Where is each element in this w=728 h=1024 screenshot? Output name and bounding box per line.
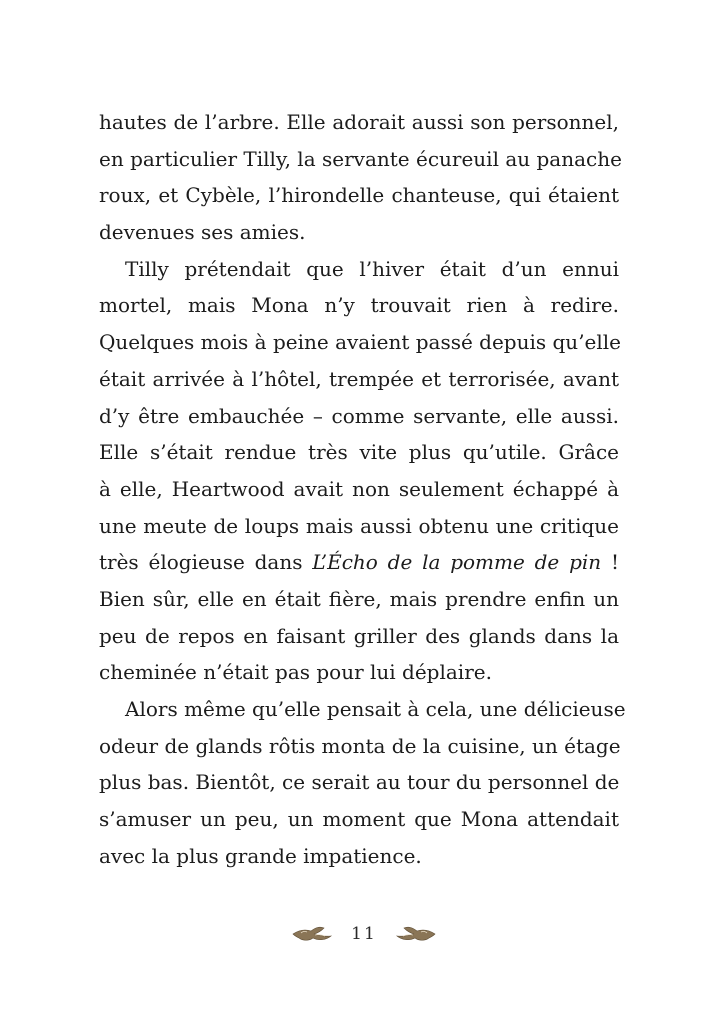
text-line: à elle, Heartwood avait non seulement échappé à: [99, 476, 619, 501]
text-line: en particulier Tilly, la servante écureuil au panache: [99, 146, 622, 171]
text-line: Quelques mois à peine avaient passé depuis qu’elle: [99, 330, 622, 355]
text-line: plus bas. Bientôt, ce serait au tour du personnel de: [99, 770, 620, 795]
text-line: odeur de glands rôtis monta de la cuisine, un étage: [99, 733, 621, 758]
page-number: 11: [351, 924, 377, 944]
text-line-with-title: [99, 544, 619, 581]
page-footer: [0, 918, 728, 950]
leaf-ornament-icon: [291, 922, 335, 946]
text-line: d’y être embauchée – comme servante, elle aussi.: [99, 403, 619, 428]
journal-title: L’Écho de la pomme de pin: [312, 550, 602, 575]
text-line: une meute de loups mais aussi obtenu une critique: [99, 513, 619, 538]
text-line: Tilly prétendait que l’hiver était d’un ennui: [125, 256, 619, 281]
text-line: roux, et Cybèle, l’hirondelle chanteuse, qui étaient: [99, 183, 619, 208]
text-line: mortel, mais Mona n’y trouvait rien à redire.: [99, 293, 619, 318]
text-fragment: !: [601, 550, 619, 575]
body-text: [99, 104, 626, 874]
text-line: Bien sûr, elle en était fière, mais prendre enfin un: [99, 586, 619, 611]
text-line: hautes de l’arbre. Elle adorait aussi son personnel,: [99, 110, 619, 134]
text-line: avec la plus grande impatience.: [99, 843, 422, 868]
leaf-ornament-icon: [393, 922, 437, 946]
text-line: était arrivée à l’hôtel, trempée et terrorisée, avant: [99, 366, 619, 391]
text-line: peu de repos en faisant griller des glands dans la: [99, 623, 619, 648]
text-line: Alors même qu’elle pensait à cela, une délicieuse: [125, 697, 626, 721]
text-line: Elle s’était rendue très vite plus qu’utile. Grâce: [99, 440, 619, 465]
text-line: cheminée n’était pas pour lui déplaire.: [99, 660, 492, 685]
text-fragment: très élogieuse dans: [99, 550, 313, 575]
text-line: devenues ses amies.: [99, 220, 306, 245]
text-line: s’amuser un peu, un moment que Mona attendait: [99, 807, 619, 832]
